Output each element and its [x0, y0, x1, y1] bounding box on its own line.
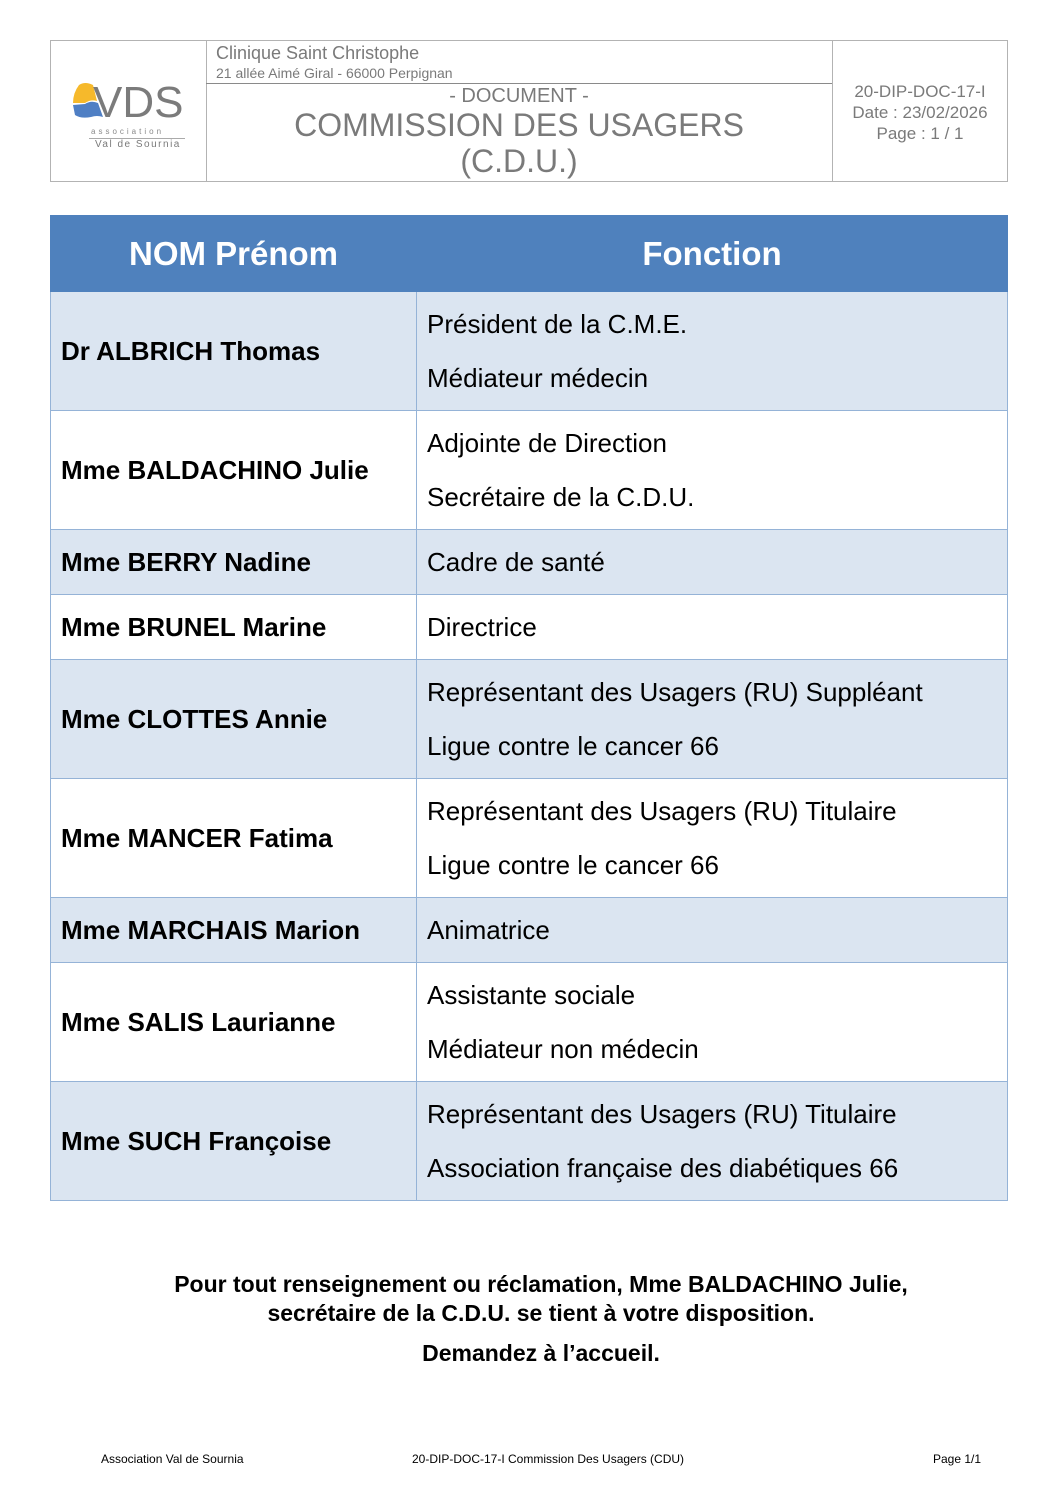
- table-header-row: [51, 216, 1008, 292]
- notice-line-1: Pour tout renseignement ou réclamation, Mme BALDACHINO Julie,: [174, 1271, 908, 1297]
- table-row: [51, 292, 1008, 411]
- function-line: Représentant des Usagers (RU) Titulaire: [427, 1099, 897, 1129]
- function-line: Adjointe de Direction: [427, 428, 667, 458]
- document-page: Page : 1 / 1: [876, 124, 964, 143]
- footer-page: Page 1/1: [933, 1452, 982, 1466]
- column-header-name: NOM Prénom: [51, 216, 417, 292]
- member-function: [417, 1082, 1008, 1201]
- table-row: [51, 779, 1008, 898]
- member-function: [417, 779, 1008, 898]
- function-line: Association française des diabétiques 66: [427, 1153, 899, 1183]
- function-line: Secrétaire de la C.D.U.: [427, 482, 695, 512]
- notice-line-3: Demandez à l’accueil.: [422, 1340, 660, 1366]
- vds-logo: [71, 79, 191, 123]
- clinic-address: 21 allée Aimé Giral - 66000 Perpignan: [216, 65, 453, 81]
- title-cell: [206, 41, 833, 181]
- table-row: [51, 660, 1008, 779]
- member-function: [417, 963, 1008, 1082]
- logo-text: VDS: [93, 79, 184, 123]
- document-label: - DOCUMENT -: [449, 85, 589, 107]
- members-table: [50, 215, 1008, 1201]
- function-line: Ligue contre le cancer 66: [427, 731, 719, 761]
- clinic-name: Clinique Saint Christophe: [216, 43, 420, 63]
- reference-cell: [833, 41, 1007, 181]
- function-line: Médiateur non médecin: [427, 1034, 699, 1064]
- function-line: Médiateur médecin: [427, 363, 649, 393]
- table-row: [51, 1082, 1008, 1201]
- function-line: Ligue contre le cancer 66: [427, 850, 719, 880]
- member-name: Dr ALBRICH Thomas: [51, 292, 417, 411]
- function-line: Assistante sociale: [427, 980, 636, 1010]
- member-function: [417, 898, 1008, 963]
- document-reference: 20-DIP-DOC-17-I: [854, 82, 986, 101]
- member-function: [417, 411, 1008, 530]
- member-name: Mme SALIS Laurianne: [51, 963, 417, 1082]
- function-line: Représentant des Usagers (RU) Suppléant: [427, 677, 923, 707]
- member-name: Mme CLOTTES Annie: [51, 660, 417, 779]
- footer-center: 20-DIP-DOC-17-I Commission Des Usagers (CDU): [412, 1452, 685, 1466]
- member-name: Mme MARCHAIS Marion: [51, 898, 417, 963]
- member-name: Mme BERRY Nadine: [51, 530, 417, 595]
- table-row: [51, 963, 1008, 1082]
- document-header: [50, 40, 1008, 182]
- clinic-block: [206, 41, 832, 84]
- member-function: [417, 595, 1008, 660]
- member-function: [417, 292, 1008, 411]
- column-header-function: Fonction: [417, 216, 1008, 292]
- contact-notice: [60, 1270, 1022, 1328]
- notice-line-2: secrétaire de la C.D.U. se tient à votre disposition.: [267, 1300, 815, 1326]
- table-row: [51, 530, 1008, 595]
- logo-name: Val de Sournia: [95, 139, 181, 150]
- table-row: [51, 898, 1008, 963]
- table-row: [51, 595, 1008, 660]
- logo-subtitle: association: [91, 127, 165, 136]
- member-name: Mme SUCH Françoise: [51, 1082, 417, 1201]
- member-function: [417, 530, 1008, 595]
- document-date: Date : 23/02/2026: [852, 103, 988, 122]
- function-line: Représentant des Usagers (RU) Titulaire: [427, 796, 897, 826]
- table-row: [51, 411, 1008, 530]
- member-name: Mme BRUNEL Marine: [51, 595, 417, 660]
- footer-left: Association Val de Sournia: [101, 1452, 244, 1466]
- member-function: [417, 660, 1008, 779]
- member-name: Mme MANCER Fatima: [51, 779, 417, 898]
- logo-cell: [51, 41, 207, 181]
- document-title: COMMISSION DES USAGERS: [294, 107, 744, 143]
- function-line: Directrice: [427, 612, 537, 642]
- function-line: Cadre de santé: [427, 547, 605, 577]
- document-subtitle: (C.D.U.): [460, 143, 578, 179]
- member-name: Mme BALDACHINO Julie: [51, 411, 417, 530]
- function-line: Président de la C.M.E.: [427, 309, 688, 339]
- function-line: Animatrice: [427, 915, 550, 945]
